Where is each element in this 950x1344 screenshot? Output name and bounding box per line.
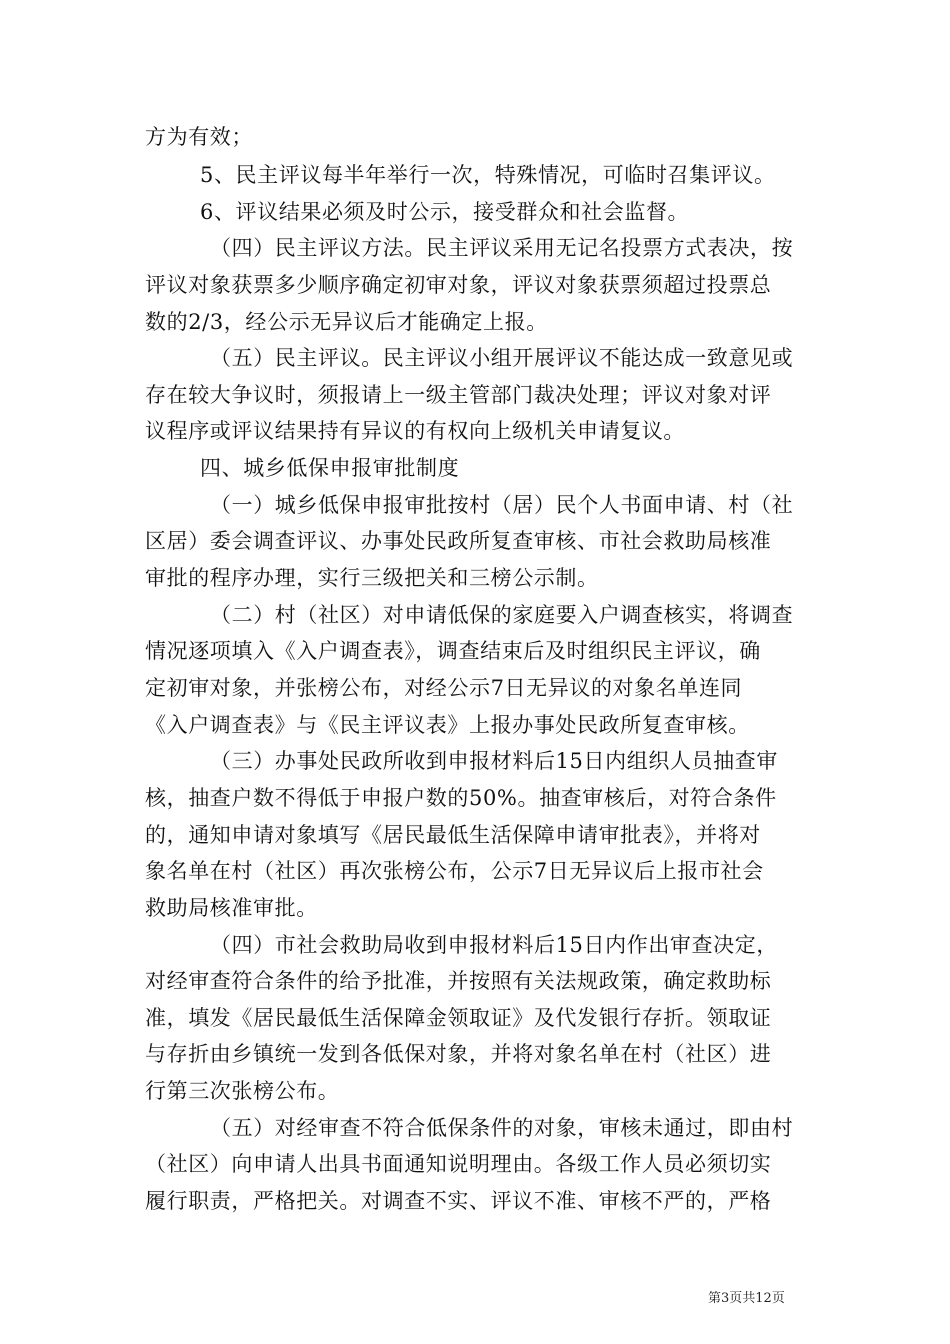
text-line: 对经审查符合条件的给予批准，并按照有关法规政策，确定救助标 [145,969,772,993]
text-line: （四）民主评议方法。民主评议采用无记名投票方式表决，按 [210,236,794,260]
text-line: （社区）向申请人出具书面通知说明理由。各级工作人员必须切实 [145,1152,772,1176]
text-line: （五）对经审查不符合低保条件的对象，审核未通过，即由村 [210,1116,794,1140]
section-heading: 四、城乡低保申报审批制度 [200,456,460,480]
page-number: 第3页共12页 [708,1291,785,1306]
text-line: 议程序或评议结果持有异议的有权向上级机关申请复议。 [145,419,685,443]
text-line: 的，通知申请对象填写《居民最低生活保障申请审批表》，并将对 [145,823,761,847]
text-line: （五）民主评议。民主评议小组开展评议不能达成一致意见或 [210,346,794,370]
text-line: 情况逐项填入《入户调查表》，调查结束后及时组织民主评议，确 [145,639,761,663]
text-line: 区居）委会调查评议、办事处民政所复查审核、市社会救助局核准 [145,529,772,553]
text-line: 核，抽查户数不得低于申报户数的50%。抽查审核后，对符合条件 [145,786,777,810]
text-line: 评议对象获票多少顺序确定初审对象，评议对象获票须超过投票总 [145,273,772,297]
text-line: （一）城乡低保申报审批按村（居）民个人书面申请、村（社 [210,493,794,517]
text-line: 存在较大争议时，须报请上一级主管部门裁决处理；评议对象对评 [145,383,772,407]
text-line: 定初审对象，并张榜公布，对经公示7日无异议的对象名单连同 [145,676,743,700]
text-line: 与存折由乡镇统一发到各低保对象，并将对象名单在村（社区）进 [145,1042,772,1066]
text-line: 5、民主评议每半年举行一次，特殊情况，可临时召集评议。 [200,163,776,187]
text-line: 行第三次张榜公布。 [145,1079,340,1103]
text-line: （三）办事处民政所收到申报材料后15日内组织人员抽查审 [210,749,778,773]
text-line: 方为有效； [145,125,253,149]
text-line: 审批的程序办理，实行三级把关和三榜公示制。 [145,566,599,590]
text-line: 履行职责，严格把关。对调查不实、评议不准、审核不严的，严格 [145,1189,772,1213]
text-line: （二）村（社区）对申请低保的家庭要入户调查核实，将调查 [210,603,794,627]
text-line: （四）市社会救助局收到申报材料后15日内作出审查决定， [210,933,778,957]
text-line: 数的2/3，经公示无异议后才能确定上报。 [145,310,548,334]
text-line: 准，填发《居民最低生活保障金领取证》及代发银行存折。领取证 [145,1006,772,1030]
text-line: 象名单在村（社区）再次张榜公布，公示7日无异议后上报市社会 [145,859,764,883]
text-line: 《入户调查表》与《民主评议表》上报办事处民政所复查审核。 [145,713,750,737]
text-line: 救助局核准审批。 [145,896,318,920]
text-line: 6、评议结果必须及时公示，接受群众和社会监督。 [200,200,690,224]
